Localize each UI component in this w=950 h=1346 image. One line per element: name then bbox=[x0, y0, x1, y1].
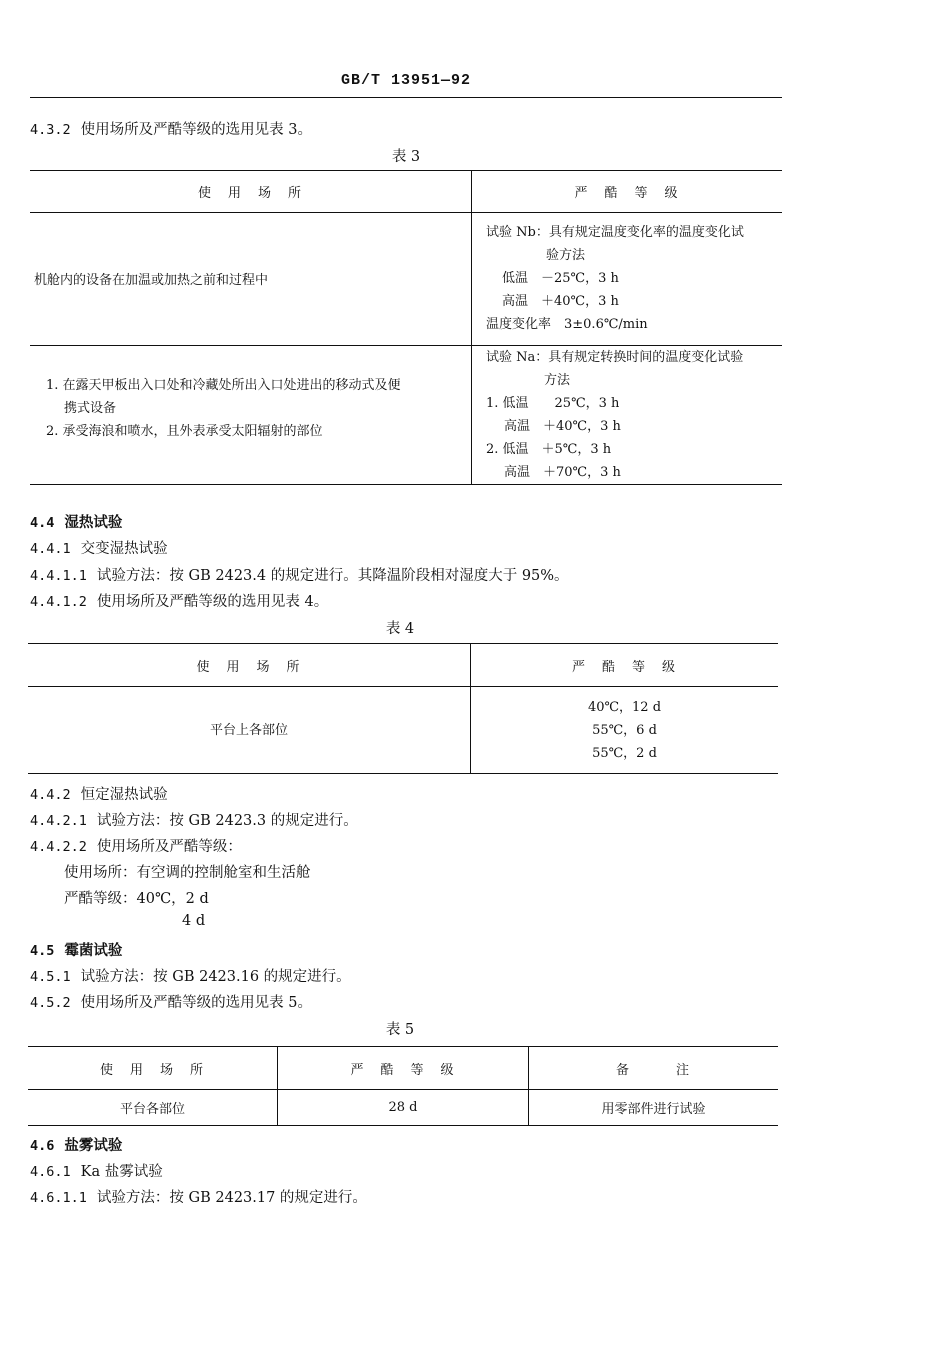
use-place-line: 使用场所：有空调的控制舱室和生活舱 bbox=[64, 865, 311, 881]
table-3-row-2-place bbox=[30, 346, 472, 485]
table-3-caption: 表 3 bbox=[391, 149, 421, 165]
severity-line: 55℃，6 d bbox=[592, 722, 657, 738]
table-5 bbox=[28, 1046, 778, 1126]
severity-line: 1. 低温 25℃，3 h bbox=[486, 396, 620, 411]
clause-text: 试验方法：按 GB 2423.4 的规定进行。其降温阶段相对湿度大于 95%。 bbox=[96, 568, 569, 584]
clause-number: 4.6 bbox=[30, 1138, 55, 1154]
table-5-severity: 28 d bbox=[278, 1090, 529, 1126]
clause-text: 使用场所及严酷等级的选用见表 4。 bbox=[96, 594, 329, 610]
table-4 bbox=[28, 643, 778, 774]
table-4-header-severity: 严 酷 等 级 bbox=[571, 659, 677, 675]
clause-4-4-1-1 bbox=[30, 564, 569, 585]
page-header: GB/T 13951—92 bbox=[340, 72, 472, 89]
clause-number: 4.4.1.2 bbox=[30, 594, 87, 610]
table-5-header-remarks: 备 注 bbox=[615, 1062, 691, 1078]
clause-text: 盐雾试验 bbox=[64, 1137, 123, 1154]
clause-4-4-2 bbox=[30, 783, 168, 804]
clause-4-4-1-2 bbox=[30, 590, 328, 611]
clause-4-5-2 bbox=[30, 991, 312, 1012]
clause-number: 4.5 bbox=[30, 943, 55, 959]
severity-line: 高温 ＋40℃，3 h bbox=[502, 294, 619, 309]
place-text: 携式设备 bbox=[64, 401, 117, 416]
clause-number: 4.4.1 bbox=[30, 541, 71, 557]
place-text: 2. 承受海浪和喷水，且外表承受太阳辐射的部位 bbox=[46, 424, 323, 439]
table-4-caption: 表 4 bbox=[385, 621, 415, 637]
clause-text: 使用场所及严酷等级： bbox=[96, 839, 242, 855]
header-rule bbox=[30, 97, 782, 98]
clause-number: 4.4.1.1 bbox=[30, 568, 87, 584]
clause-4-4 bbox=[30, 511, 122, 532]
table-5-remarks: 用零部件进行试验 bbox=[601, 1102, 706, 1117]
clause-number: 4.6.1 bbox=[30, 1164, 71, 1180]
clause-number: 4.4 bbox=[30, 515, 55, 531]
table-4-severity bbox=[471, 687, 779, 774]
clause-text: 使用场所及严酷等级的选用见表 3。 bbox=[80, 122, 312, 138]
severity-line: 低温 －25℃，3 h bbox=[502, 271, 619, 286]
table-4-header-place: 使 用 场 所 bbox=[28, 644, 471, 687]
place-text: 平台上各部位 bbox=[209, 722, 288, 738]
table-3 bbox=[30, 170, 782, 485]
severity-line: 试验 Na：具有规定转换时间的温度变化试验 bbox=[486, 350, 744, 365]
clause-number: 4.5.2 bbox=[30, 995, 71, 1011]
table-3-row-1-place bbox=[30, 213, 472, 346]
severity-line: 试验 Nb：具有规定温度变化率的温度变化试 bbox=[486, 225, 744, 240]
clause-text: 试验方法：按 GB 2423.3 的规定进行。 bbox=[96, 813, 358, 829]
table-3-row-1-severity bbox=[472, 213, 783, 346]
clause-number: 4.4.2 bbox=[30, 787, 71, 803]
clause-4-4-1 bbox=[30, 537, 168, 558]
clause-4-6-1 bbox=[30, 1160, 163, 1181]
clause-4-4-2-2 bbox=[30, 835, 242, 856]
clause-text: 交变湿热试验 bbox=[80, 541, 168, 557]
clause-number: 4.5.1 bbox=[30, 969, 71, 985]
severity-line-2: 4 d bbox=[182, 913, 206, 929]
table-3-row-2-severity bbox=[472, 346, 783, 485]
table-5-header-place: 使 用 场 所 bbox=[28, 1047, 278, 1090]
severity-line: 高温 ＋40℃，3 h bbox=[504, 419, 621, 434]
clause-4-5 bbox=[30, 939, 122, 960]
clause-4-6 bbox=[30, 1134, 122, 1155]
clause-number: 4.3.2 bbox=[30, 122, 71, 138]
clause-number: 4.4.2.2 bbox=[30, 839, 87, 855]
table-5-header-severity: 严 酷 等 级 bbox=[278, 1047, 529, 1090]
table-5-place: 平台各部位 bbox=[28, 1090, 278, 1126]
clause-text: 恒定湿热试验 bbox=[80, 787, 168, 803]
severity-line: 温度变化率 3±0.6℃/min bbox=[486, 317, 648, 332]
place-text: 机舱内的设备在加温或加热之前和过程中 bbox=[34, 273, 269, 288]
table-3-header-place: 使 用 场 所 bbox=[30, 171, 472, 213]
clause-4-3-2 bbox=[30, 118, 312, 139]
clause-number: 4.4.2.1 bbox=[30, 813, 87, 829]
clause-4-6-1-1 bbox=[30, 1186, 367, 1207]
clause-4-4-2-1 bbox=[30, 809, 358, 830]
clause-text: 试验方法：按 GB 2423.17 的规定进行。 bbox=[96, 1190, 367, 1206]
severity-line-1: 严酷等级：40℃，2 d bbox=[64, 891, 209, 907]
table-4-place bbox=[28, 687, 471, 774]
clause-number: 4.6.1.1 bbox=[30, 1190, 87, 1206]
clause-4-5-1 bbox=[30, 965, 351, 986]
clause-text: 试验方法：按 GB 2423.16 的规定进行。 bbox=[80, 969, 351, 985]
severity-line: 高温 ＋70℃，3 h bbox=[504, 465, 621, 480]
place-text: 1. 在露天甲板出入口处和冷藏处所出入口处进出的移动式及便 bbox=[46, 378, 401, 393]
severity-line: 验方法 bbox=[546, 248, 586, 263]
severity-line: 方法 bbox=[544, 373, 571, 388]
severity-line: 55℃，2 d bbox=[592, 745, 657, 761]
clause-text: Ka 盐雾试验 bbox=[80, 1164, 163, 1180]
clause-text: 使用场所及严酷等级的选用见表 5。 bbox=[80, 995, 312, 1011]
table-5-caption: 表 5 bbox=[385, 1022, 415, 1038]
severity-line: 40℃，12 d bbox=[587, 699, 662, 715]
clause-text: 霉菌试验 bbox=[64, 942, 123, 959]
clause-text: 湿热试验 bbox=[64, 514, 123, 531]
severity-line: 2. 低温 ＋5℃，3 h bbox=[486, 442, 612, 457]
table-3-header-severity: 严 酷 等 级 bbox=[574, 186, 680, 201]
